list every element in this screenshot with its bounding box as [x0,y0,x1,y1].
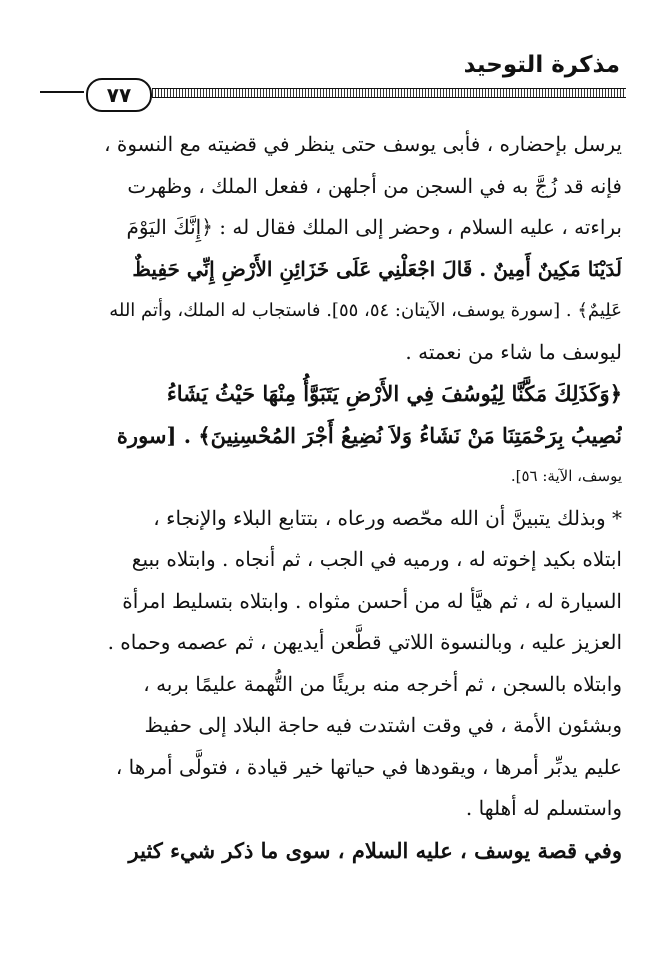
header-rule-left [40,91,84,93]
citation-line: يوسف، الآية: ٥٦]. [510,467,622,485]
running-header-title: مذكرة التوحيد [463,52,620,78]
quran-verse-line: نُصِيبُ بِرَحْمَتِنَا مَنْ نَشَاءُ وَلاَ نُضِيعُ أَجْرَ المُحْسِنِينَ﴾ . [سورة [116,422,622,448]
body-text [38,124,622,871]
text-line: براءته ، عليه السلام ، وحضر إلى الملك فقال له : ﴿إِنَّكَ اليَوْمَ [126,215,622,239]
text-line: وفي قصة يوسف ، عليه السلام ، سوى ما ذكر شيء كثير [128,837,622,863]
text-line: ابتلاه بكيد إخوته له ، ورميه في الجب ، ثم أنجاه . وابتلاه ببيع [131,547,622,571]
text-line: * وبذلك يتبينَّ أن الله محّصه ورعاه ، بتتابع البلاء والإنجاء ، [153,505,622,530]
quran-verse-line: ﴿وَكَذَلِكَ مَكَّنَّا لِيُوسُفَ فِي الأَرْضِ يَتَبَوَّأُ مِنْهَا حَيْثُ يَشَاءُ [166,381,622,406]
text-line: ليوسف ما شاء من نعمته . [405,339,622,364]
text-line: فإنه قد زُجَّ به في السجن من أجلهن ، ففعل الملك ، وظهرت [127,173,622,198]
header-rule [152,88,626,98]
page-number: ٧٧ [86,78,152,112]
text-line: العزيز عليه ، وبالنسوة اللاتي قطَّعن أيديهن ، ثم عصمه وحماه . [107,630,622,654]
text-line: عَلِيمٌ﴾ . [سورة يوسف، الآيتان: ٥٤، ٥٥]. فاستجاب له الملك، وأتم الله [109,300,622,321]
text-line: عليم يدبِّر أمرها ، ويقودها في حياتها خير قيادة ، فتولَّى أمرها ، [115,754,622,779]
text-line: وبشئون الأمة ، في وقت اشتدت فيه حاجة البلاد إلى حفيظ [144,713,622,737]
text-line: يرسل بإحضاره ، فأبى يوسف حتى ينظر في قضيته مع النسوة ، [104,132,622,156]
text-line: السيارة له ، ثم هيَّأ له من أحسن مثواه . وابتلاه بتسليط امرأة [122,588,622,613]
text-line: واستسلم له أهلها . [465,796,622,820]
quran-verse-line: لَدَيْنَا مَكِينٌ أَمِينٌ . قَالَ اجْعَلْنِي عَلَى خَزَائِنِ الأَرْضِ إِنِّي حَفِيظٌ [132,256,622,281]
text-line: وابتلاه بالسجن ، ثم أخرجه منه بريئًا من التُّهمة عليمًا بربه ، [143,671,622,696]
